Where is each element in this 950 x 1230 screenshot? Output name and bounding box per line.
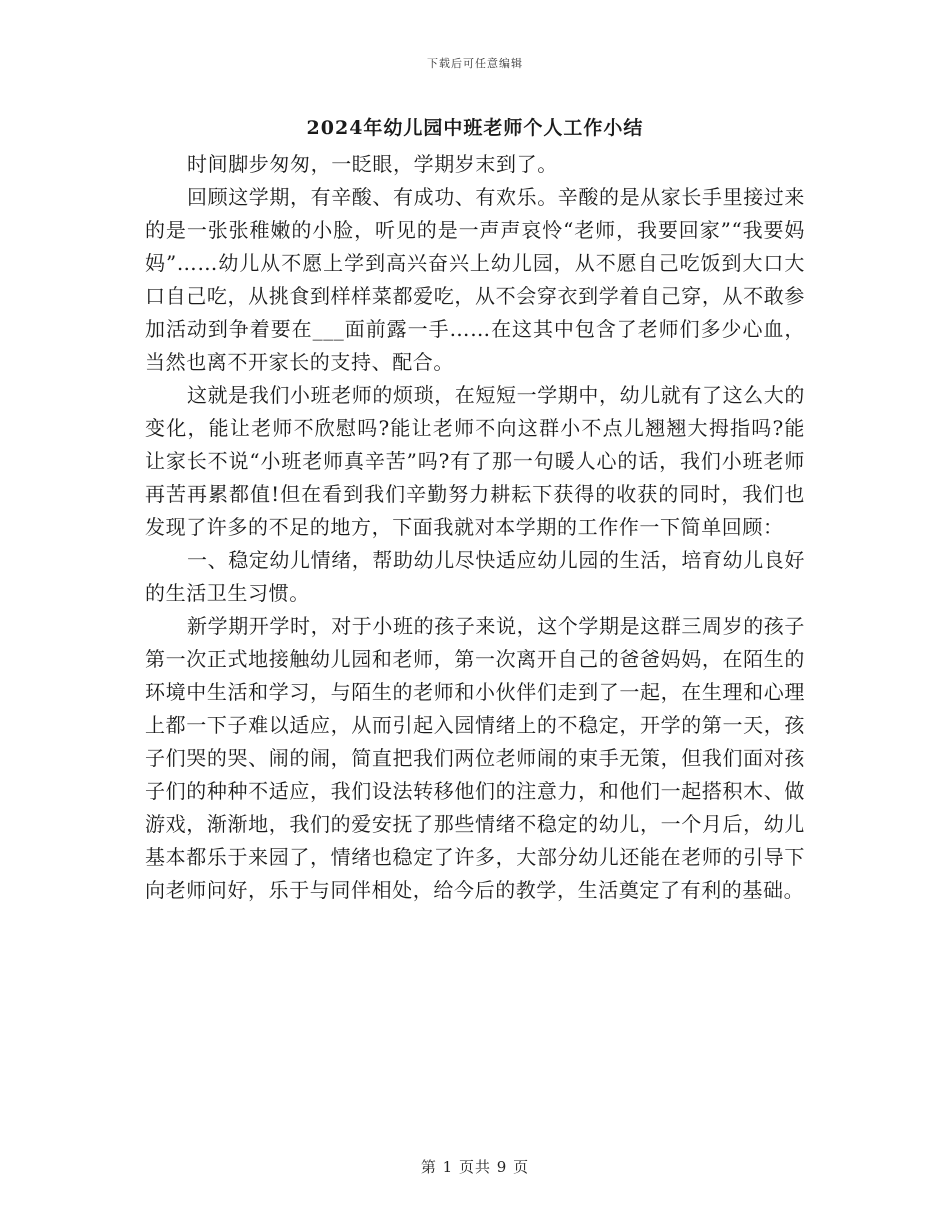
paragraph-opening: 时间脚步匆匆，一眨眼，学期岁末到了。	[187, 152, 558, 176]
paragraph-new-semester: 新学期开学时，对于小班的孩子来说，这个学期是这群三周岁的孩子第一次正式地接触幼儿园和老师，第一次离开自己的爸爸妈妈，在陌生的环境中生活和学习，与陌生的老师和小伙伴们走到了一起，在生理和心理上都一下子难以适应，从而引起入园情绪上的不稳定，开学的第一天，孩子们哭的哭、闹的闹，简直把我们两位老师闹的束手无策，但我们面对孩子们的种种不适应，我们设法转移他们的注意力，和他们一起搭积木、做游戏，渐渐地，我们的爱安抚了那些情绪不稳定的幼儿，一个月后，幼儿基本都乐于来园了，情绪也稳定了许多，大部分幼儿还能在老师的引导下向老师问好，乐于与同伴相处，给今后的教学，生活奠定了有利的基础。	[145, 614, 805, 902]
paragraph-reflection: 这就是我们小班老师的烦琐，在短短一学期中，幼儿就有了这么大的变化，能让老师不欣慰吗?能让老师不向这群小不点儿翘翘大拇指吗?能让家长不说“小班老师真辛苦”吗?有了那一句暖人心的话，我们小班老师再苦再累都值!但在看到我们辛勤努力耕耘下获得的收获的同时，我们也发现了许多的不足的地方，下面我就对本学期的工作作一下简单回顾：	[145, 383, 805, 539]
document-body	[145, 148, 805, 907]
paragraph-review: 回顾这学期，有辛酸、有成功、有欢乐。辛酸的是从家长手里接过来的是一张张稚嫩的小脸，听见的是一声声哀怜“老师，我要回家”“我要妈妈”……幼儿从不愿上学到高兴奋兴上幼儿园，从不愿自己吃饭到大口大口自己吃，从挑食到样样菜都爱吃，从不会穿衣到学着自己穿，从不敢参加活动到争着要在___面前露一手……在这其中包含了老师们多少心血，当然也离不开家长的支持、配合。	[145, 185, 805, 374]
document-title: 2024年幼儿园中班老师个人工作小结	[306, 117, 644, 139]
page-number-footer: 第 1 页共 9 页	[420, 1158, 530, 1176]
paragraph-section-heading: 一、稳定幼儿情绪，帮助幼儿尽快适应幼儿园的生活，培育幼儿良好的生活卫生习惯。	[145, 548, 805, 605]
page-header-note: 下载后可任意编辑	[427, 57, 523, 70]
